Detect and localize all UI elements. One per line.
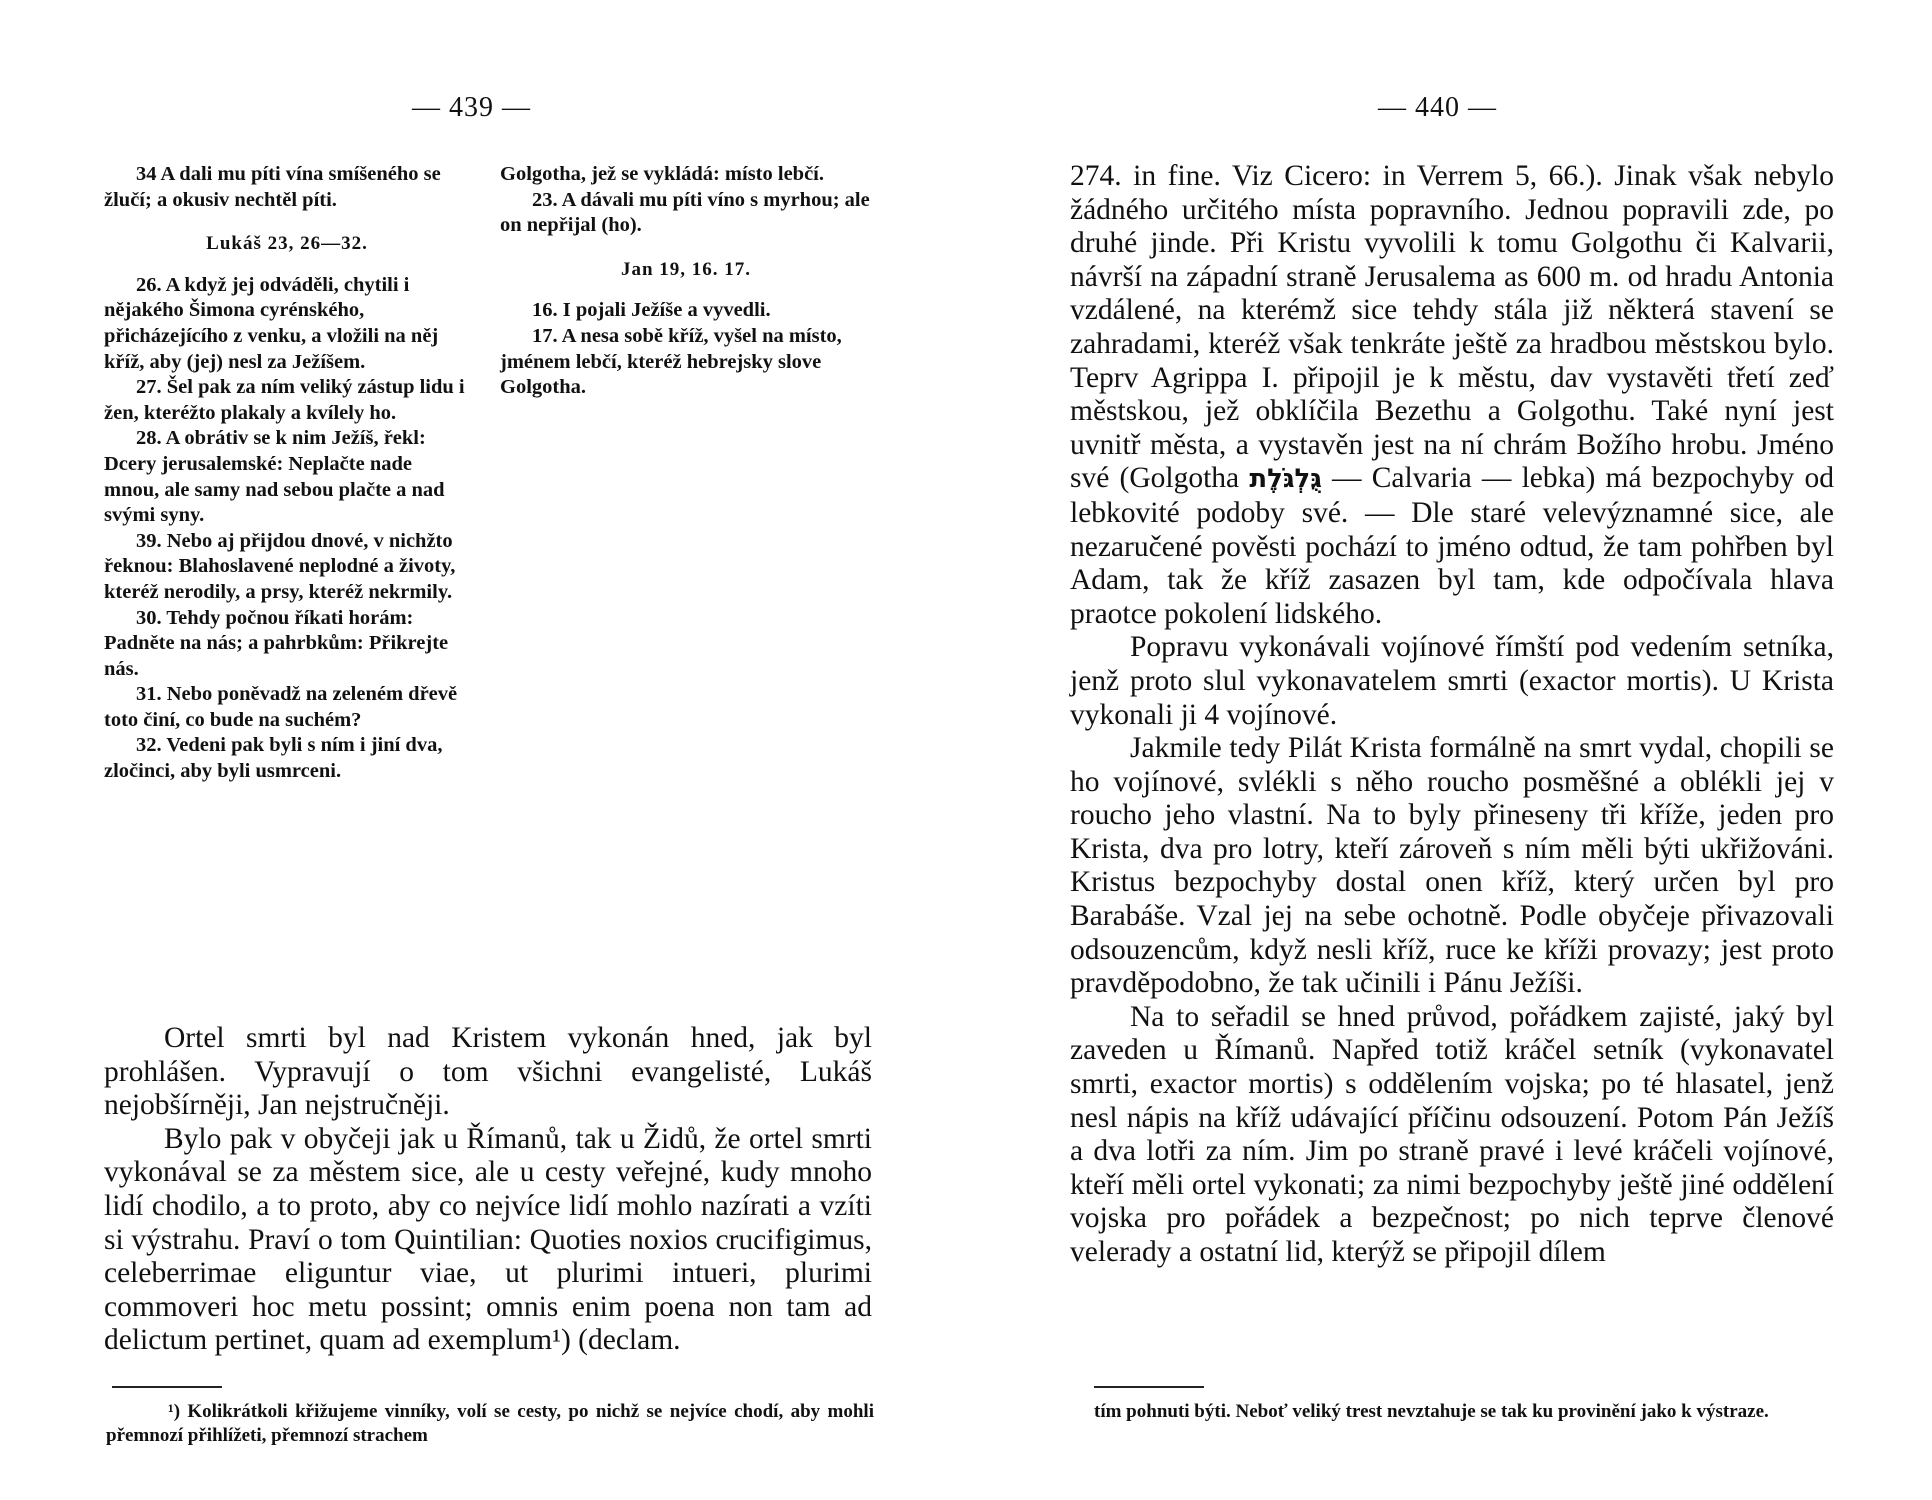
- paragraph-1: Ortel smrti byl nad Kristem vykonán hned, jak byl prohlášen. Vypravují o tom všichni evangelisté, Lukáš nejobšírněji, Jan nejstručněji.: [104, 1022, 872, 1122]
- verse-31: 31. Nebo poněvadž na zeleném dřevě toto činí, co bude na suchém?: [104, 683, 458, 731]
- paragraph-2: Bylo pak v obyčeji jak u Římanů, tak u Židů, že ortel smrti vykonával se za městem sice, ale u cesty veřejné, kudy mnoho lidí chodilo, a to proto, aby co nejvíce lidí mohlo nazírati a vzíti si výstrahu. Praví o tom Quintilian: Quoties noxios crucifigimus, celeberrimae eliguntur viae, ut plurimi intueri, plurimi commoveri hoc metu possint; omnis enim poena non tam ad delictum pertinet, quam ad exemplum¹) (declam.: [104, 1122, 872, 1357]
- verse-29: 39. Nebo aj přijdou dnové, v nichžto řeknou: Blahoslavené neplodné a životy, kteréž nerodily, a prsy, kteréž nekrmily.: [104, 529, 456, 603]
- verse-30: 30. Tehdy počnou říkati horám: Padněte na nás; a pahrbkům: Přikrejte nás.: [104, 606, 449, 680]
- footnote-text: tím pohnuti býti. Neboť veliký trest nevztahuje se tak ku provinění jako k výstraze.: [1094, 1401, 1769, 1422]
- paragraph-4: Na to seřadil se hned průvod, pořádkem zajisté, jaký byl zaveden u Římanů. Napřed totiž kráčel setník (vykonavatel smrti, exactor mortis) s oddělením vojska; po té hlasatel, jenž nesl nápis na kříž udávající příčinu odsouzení. Potom Pán Ježíš a dva lotři za ním. Jim po straně pravé i levé kráčeli vojínové, kteří měli ortel vykonati; za nimi bezpochyby ještě jiné oddělení vojska pro pořádek a bezpečnost; po nich teprve členové velerady a ostatní lid, kterýž se připojil dílem: [1070, 1000, 1834, 1268]
- verse-28: 28. A obrátiv se k nim Ježíš, řekl: Dcery jerusalemské: Neplačte nade mnou, ale samy nad sebou plačte a nad svými syny.: [104, 427, 445, 527]
- paragraph-1-start: 274. in fine. Viz Cicero: in Verrem 5, 66.). Jinak však nebylo žádného určitého místa popravního. Jednou popravili zde, po druhé jinde. Při Kristu vyvolili k tomu Golgothu či Kalvarii, návrší na západní straně Jerusalema as 600 m. od hradu Antonia vzdálené, na kterémž sice tehdy stála již některá stavení se zahradami, kteréž však tenkráte ještě za hradbou městskou bylo. Teprv Agrippa I. připojil je k městu, dav vystavěti třetí zeď městskou, jež obklíčila Bezethu a Golgothu. Také nyní jest uvnitř města, a vystavěn jest na ní chrám Božího hrobu. Jméno své (Golgotha: [1070, 160, 1834, 495]
- verse-26: 26. A když jej odváděli, chytili i nějakého Šimona cyrénského, přicházejícího z venku, a vložili na něj kříž, aby (jej) nesl za Ježíšem.: [104, 273, 439, 373]
- section-header-luke: Lukáš 23, 26—32.: [206, 233, 368, 255]
- verse-17: 17. A nesa sobě kříž, vyšel na místo, jménem lebčí, kteréž hebrejsky slove Golgotha.: [500, 324, 842, 399]
- footnote: [106, 1400, 874, 1448]
- right-page: [966, 0, 1932, 1500]
- footnote-text: ¹) Kolikrátkoli křižujeme vinníky, volí se cesty, po nichž se nejvíce chodí, aby mohli přemnozí přihlížeti, přemnozí strachem: [106, 1401, 874, 1446]
- page-number: — 440 —: [1378, 92, 1497, 123]
- gospel-column-luke: [104, 162, 470, 785]
- hebrew-word: גֻּלְגֹּלֶת: [1249, 464, 1322, 495]
- verse-continuation: Golgotha, jež se vykládá: místo lebčí.: [500, 163, 824, 185]
- footnote: [1094, 1400, 1834, 1424]
- page-number: — 439 —: [412, 92, 531, 123]
- gospel-column-john: [500, 162, 872, 401]
- footnote-divider: [1094, 1386, 1204, 1388]
- main-text: [104, 1022, 872, 1358]
- section-header-john: Jan 19, 16. 17.: [620, 258, 752, 280]
- main-text: [1070, 160, 1834, 1270]
- paragraph-1-end: — Calvaria — lebka) má bezpochyby od lebkovité podoby své. — Dle staré velevýznamné sice, ale nezaručené pověsti pochází to jméno odtud, že tam pohřben byl Adam, tak že kříž zasazen byl tam, kde odpočívala hlava praotce pokolení lidského.: [1070, 462, 1835, 630]
- footnote-divider: [112, 1386, 222, 1388]
- verse-23: 23. A dávali mu píti víno s myrhou; ale on nepřijal (ho).: [500, 188, 870, 237]
- verse-34: 34 A dali mu píti vína smíšeného se žlučí; a okusiv nechtěl píti.: [104, 163, 441, 211]
- verse-16: 16. I pojali Ježíše a vyvedli.: [532, 299, 771, 322]
- paragraph-1: [1070, 160, 1834, 631]
- paragraph-3: Jakmile tedy Pilát Krista formálně na smrt vydal, chopili se ho vojínové, svlékli s něho roucho posměšné a oblékli jej v roucho jeho vlastní. Na to byly přineseny tři kříže, jeden pro Krista, dva pro lotry, kteří zároveň s ním měli býti ukřižováni. Kristus bezpochyby dostal onen kříž, který určen byl pro Barabáše. Vzal jej na sebe ochotně. Podle obyčeje přivazovali odsouzencům, když nesli kříž, ruce ke kříži provazy; jest proto pravděpodobno, že tak učinili i Pánu Ježíši.: [1070, 732, 1834, 1000]
- paragraph-2: Popravu vykonávali vojínové římští pod vedením setníka, jenž proto slul vykonavatelem smrti (exactor mortis). U Krista vykonali ji 4 vojínové.: [1070, 631, 1834, 731]
- verse-32: 32. Vedeni pak byli s ním i jiní dva, zločinci, aby byli usmrceni.: [104, 734, 443, 783]
- verse-27: 27. Šel pak za ním veliký zástup lidu i žen, kteréžto plakaly a kvílely ho.: [104, 376, 465, 424]
